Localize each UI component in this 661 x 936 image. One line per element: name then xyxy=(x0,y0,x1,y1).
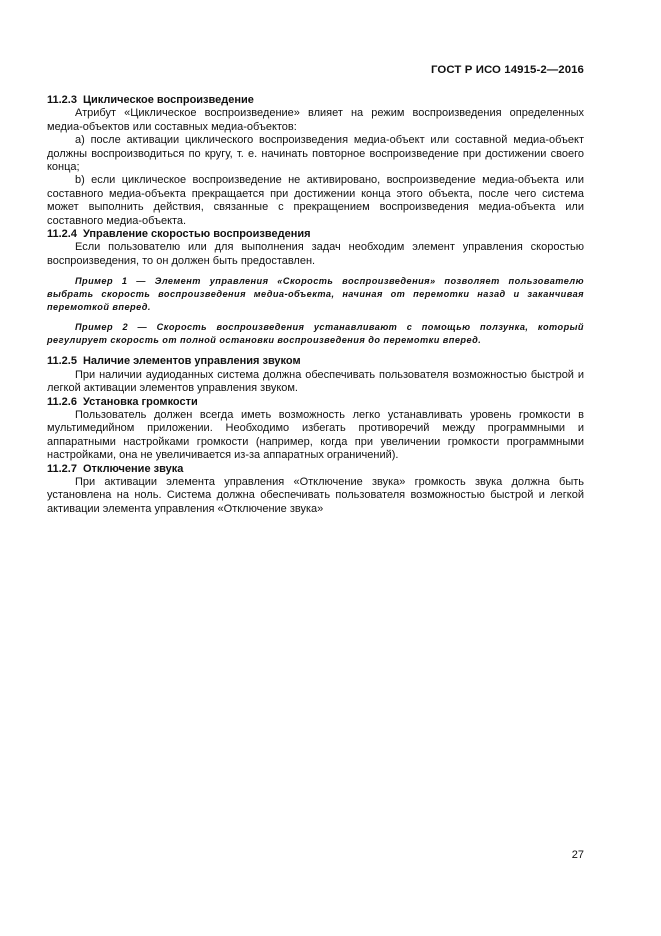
paragraph: Если пользователю или для выполнения задач необходим элемент управления скоростью воспроизведения, то он должен быть предоставлен. xyxy=(47,241,584,267)
section-title: Наличие элементов управления звуком xyxy=(82,355,301,368)
example-note-1: Пример 1 — Элемент управления «Скорость воспроизведения» позволяет пользователю выбрать скорость воспроизведения медиа-объекта, начиная от перемотки назад и заканчивая перемоткой вперед. xyxy=(47,276,584,313)
example-note-2: Пример 2 — Скорость воспроизведения устанавливают с помощью ползунка, который регулирует скорость от полной остановки воспроизведения до перемотки вперед. xyxy=(47,322,584,346)
section-title: Установка громкости xyxy=(82,395,198,408)
paragraph: Пользователь должен всегда иметь возможность легко устанавливать уровень громкости в мультимедийном приложении. Необходимо избегать противоречий между программными и аппаратными настройками громкости (например, когда при увеличении громкости программными настройками, она не увеличивается из-за аппаратных ограничений). xyxy=(47,408,584,462)
list-item-b: b) если циклическое воспроизведение не активировано, воспроизведение медиа-объекта или составного медиа-объекта прекращается при достижении конца этого объекта, после чего система может выполнить действия, связанные с прекращением воспроизведения медиа-объекта или составного медиа-объекта. xyxy=(47,174,584,227)
section-number: 11.2.7 xyxy=(47,462,77,475)
section-number: 11.2.6 xyxy=(47,395,77,408)
section-title: Управление скоростью воспроизведения xyxy=(82,228,311,241)
section-heading-11-2-7 xyxy=(47,463,584,476)
section-title: Циклическое воспроизведение xyxy=(82,94,254,106)
document-header: ГОСТ Р ИСО 14915-2—2016 xyxy=(431,64,584,76)
section-heading-11-2-6 xyxy=(47,396,584,409)
section-title: Отключение звука xyxy=(82,462,184,475)
paragraph: При наличии аудиоданных система должна обеспечивать пользователя возможностью быстрой и легкой активации элементов управления звуком. xyxy=(47,368,584,395)
section-number: 11.2.4 xyxy=(47,228,77,241)
section-heading-11-2-5 xyxy=(47,355,584,368)
page-number: 27 xyxy=(571,849,584,861)
section-number: 11.2.5 xyxy=(47,355,77,368)
paragraph: При активации элемента управления «Отключение звука» громкость звука должна быть установлена на ноль. Система должна обеспечивать пользователя возможностью быстрой и легкой активации элемента управления «Отключение звука» xyxy=(47,475,584,515)
section-number: 11.2.3 xyxy=(47,94,77,106)
list-item-a: а) после активации циклического воспроизведения медиа-объект или составной медиа-объект должны воспроизводиться по кругу, т. е. начинать повторное воспроизведение при достижении своего конца; xyxy=(47,134,584,174)
document-body xyxy=(47,94,584,516)
section-heading-11-2-3 xyxy=(47,94,584,107)
paragraph: Атрибут «Циклическое воспроизведение» влияет на режим воспроизведения определенных медиа-объектов или составных медиа-объектов: xyxy=(47,107,584,133)
section-heading-11-2-4 xyxy=(47,228,584,241)
